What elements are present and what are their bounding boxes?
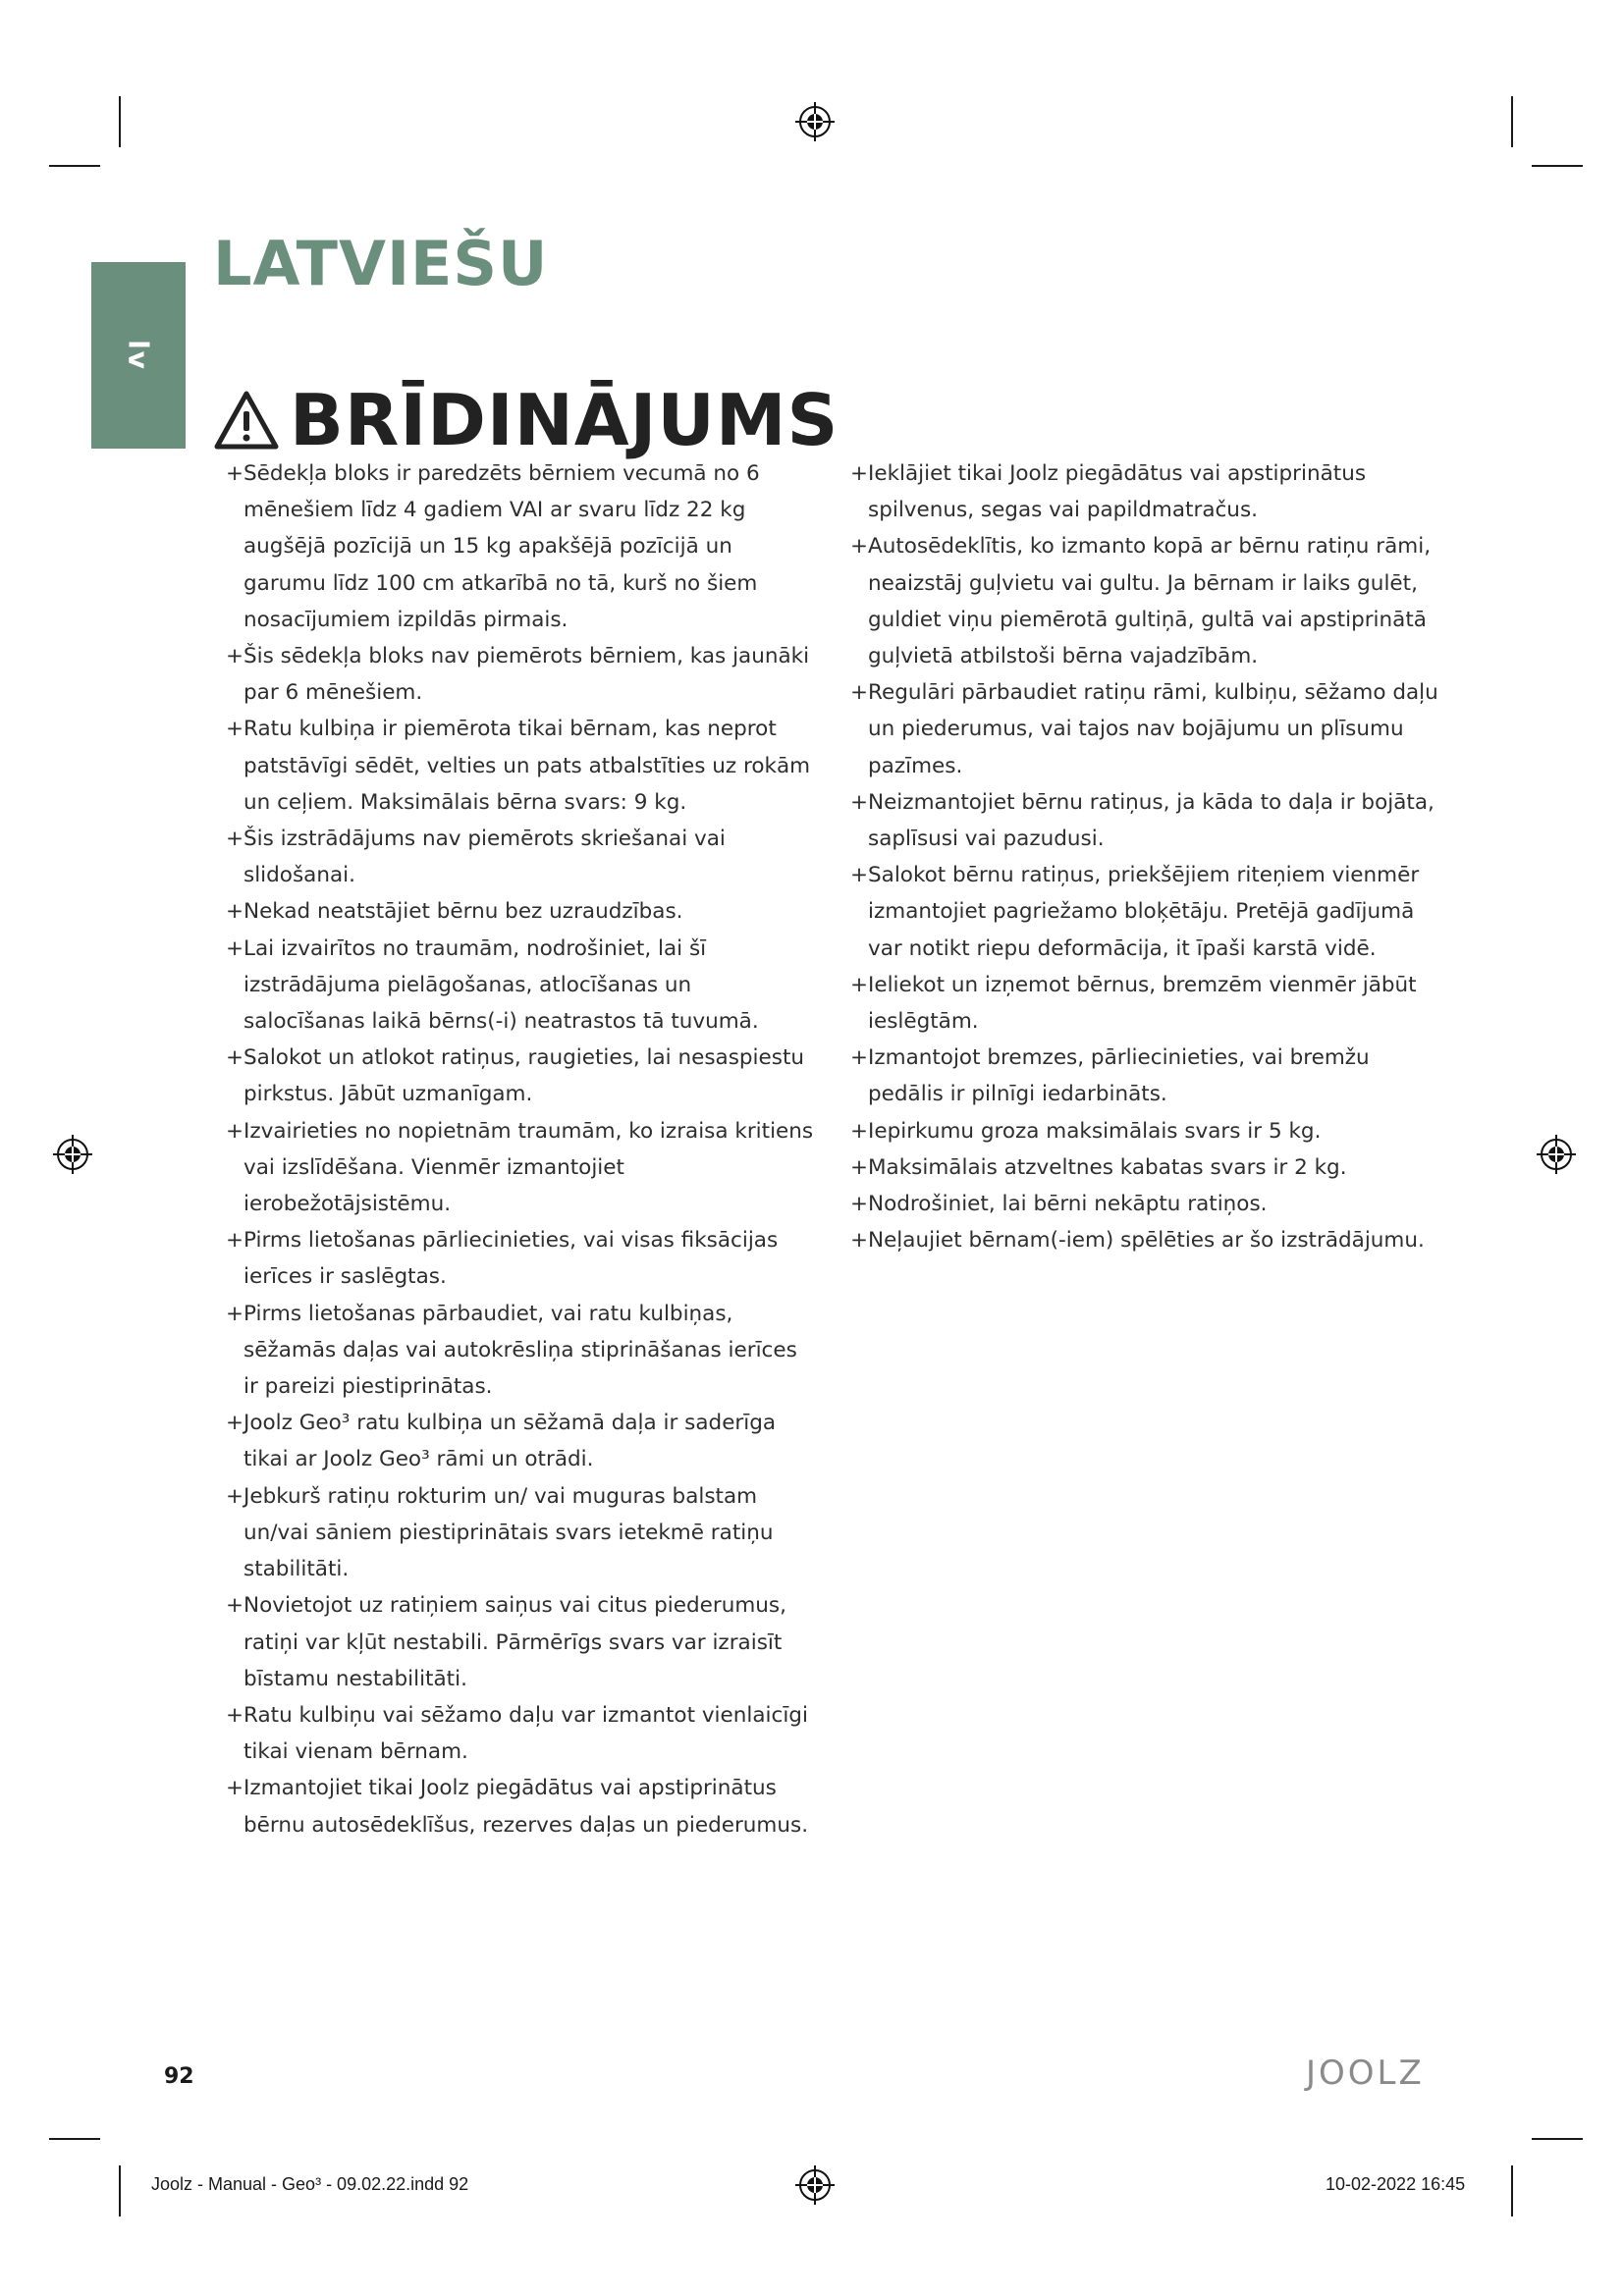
crop-mark — [49, 2138, 100, 2140]
list-item: + Maksimālais atzveltnes kabatas svars ir 2 kg. — [852, 1149, 1451, 1186]
page-title: LATVIEŠU — [213, 228, 549, 299]
list-item: + Autosēdeklītis, ko izmanto kopā ar bērnu ratiņu rāmi, neaizstāj guļvietu vai gultu. Ja bērnam ir laiks gulēt, guldiet viņu piemērotā gultiņā, gultā vai apstiprinātā guļvietā atbilstoši bērna vajadzībām. — [852, 528, 1451, 674]
list-item: + Neizmantojiet bērnu ratiņus, ja kāda to daļa ir bojāta, saplīsusi vai pazudusi. — [852, 784, 1451, 857]
list-item: + Regulāri pārbaudiet ratiņu rāmi, kulbiņu, sēžamo daļu un piederumus, vai tajos nav bojājumu un plīsumu pazīmes. — [852, 674, 1451, 784]
warnings-list-left — [228, 455, 817, 1843]
list-item: + Salokot un atlokot ratiņus, raugieties, lai nesaspiestu pirkstus. Jābūt uzmanīgam. — [228, 1040, 817, 1112]
list-item: + Šis izstrādājums nav piemērots skriešanai vai slidošanai. — [228, 821, 817, 893]
list-item: + Jebkurš ratiņu rokturim un/ vai muguras balstam un/vai sāniem piestiprinātais svars ietekmē ratiņu stabilitāti. — [228, 1478, 817, 1588]
list-item: + Izvairieties no nopietnām traumām, ko izraisa kritiens vai izslīdēšana. Vienmēr izmantojiet ierobežotājsistēmu. — [228, 1113, 817, 1223]
list-item: + Pirms lietošanas pārliecinieties, vai visas fiksācijas ierīces ir saslēgtas. — [228, 1222, 817, 1295]
registration-mark-icon — [1537, 1135, 1576, 1174]
warning-title: BRĪDINĀJUMS — [290, 379, 839, 461]
list-item: + Lai izvairītos no traumām, nodrošiniet, lai šī izstrādājuma pielāgošanas, atlocīšanas un salocīšanas laikā bērns(-i) neatrastos tā tuvumā. — [228, 931, 817, 1041]
language-tab — [91, 262, 186, 449]
print-slug-datetime: 10-02-2022 16:45 — [1326, 2174, 1466, 2194]
list-item: + Joolz Geo³ ratu kulbiņa un sēžamā daļa ir saderīga tikai ar Joolz Geo³ rāmi un otrādi. — [228, 1405, 817, 1477]
crop-mark — [1511, 96, 1513, 147]
list-item: + Neļaujiet bērnam(-iem) spēlēties ar šo izstrādājumu. — [852, 1222, 1451, 1258]
crop-mark — [119, 96, 121, 147]
warning-triangle-icon — [213, 390, 280, 451]
registration-mark-icon — [795, 102, 835, 141]
list-item: + Pirms lietošanas pārbaudiet, vai ratu kulbiņas, sēžamās daļas vai autokrēsliņa stiprināšanas ierīces ir pareizi piestiprinātas. — [228, 1296, 817, 1406]
print-slug-file: Joolz - Manual - Geo³ - 09.02.22.indd 92 — [151, 2174, 469, 2194]
language-code: lv — [122, 340, 155, 371]
crop-mark — [1532, 2138, 1583, 2140]
list-item: + Ratu kulbiņa ir piemērota tikai bērnam, kas neprot patstāvīgi sēdēt, velties un pats atbalstīties uz rokām un ceļiem. Maksimālais bērna svars: 9 kg. — [228, 711, 817, 821]
list-item: + Izmantojot bremzes, pārliecinieties, vai bremžu pedālis ir pilnīgi iedarbināts. — [852, 1040, 1451, 1112]
crop-mark — [1511, 2165, 1513, 2216]
warnings-list-right — [852, 455, 1451, 1258]
list-item: + Ratu kulbiņu vai sēžamo daļu var izmantot vienlaicīgi tikai vienam bērnam. — [228, 1697, 817, 1770]
list-item: + Ieliekot un izņemot bērnus, bremzēm vienmēr jābūt ieslēgtām. — [852, 967, 1451, 1040]
page-number: 92 — [164, 2064, 194, 2089]
list-item: + Izmantojiet tikai Joolz piegādātus vai apstiprinātus bērnu autosēdeklīšus, rezerves daļas un piederumus. — [228, 1770, 817, 1842]
crop-mark — [49, 165, 100, 167]
list-item: + Nodrošiniet, lai bērni nekāptu ratiņos. — [852, 1186, 1451, 1222]
list-item: + Nekad neatstājiet bērnu bez uzraudzības. — [228, 893, 817, 930]
registration-mark-icon — [795, 2165, 835, 2205]
list-item: + Sēdekļa bloks ir paredzēts bērniem vecumā no 6 mēnešiem līdz 4 gadiem VAI ar svaru līdz 22 kg augšējā pozīcijā un 15 kg apakšējā pozīcijā un garumu līdz 100 cm atkarībā no tā, kurš no šiem nosacījumiem izpildās pirmais. — [228, 455, 817, 638]
crop-mark — [1532, 165, 1583, 167]
list-item: + Salokot bērnu ratiņus, priekšējiem riteņiem vienmēr izmantojiet pagriežamo bloķētāju. Pretējā gadījumā var notikt riepu deformācija, it īpaši karstā vidē. — [852, 857, 1451, 967]
brand-logo: JOOLZ — [1306, 2054, 1425, 2093]
warning-heading — [213, 381, 839, 459]
list-item: + Novietojot uz ratiņiem saiņus vai citus piederumus, ratiņi var kļūt nestabili. Pārmērīgs svars var izraisīt bīstamu nestabilitāti. — [228, 1587, 817, 1697]
list-item: + Ieklājiet tikai Joolz piegādātus vai apstiprinātus spilvenus, segas vai papildmatračus. — [852, 455, 1451, 528]
list-item: + Šis sēdekļa bloks nav piemērots bērniem, kas jaunāki par 6 mēnešiem. — [228, 638, 817, 711]
crop-mark — [119, 2165, 121, 2216]
list-item: + Iepirkumu groza maksimālais svars ir 5 kg. — [852, 1113, 1451, 1149]
registration-mark-icon — [53, 1135, 92, 1174]
